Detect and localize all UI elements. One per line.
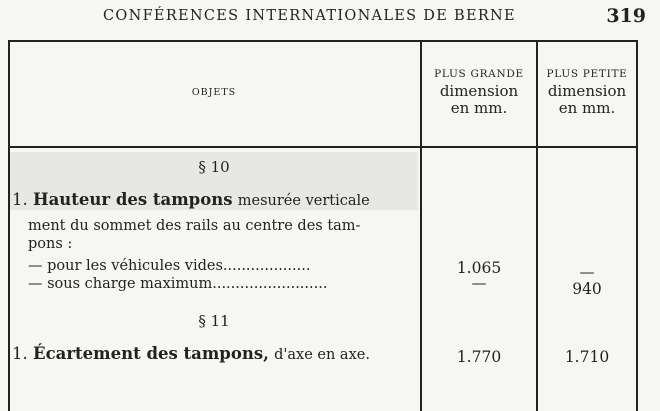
value-min-empty: —	[579, 263, 595, 281]
column-header-min-bot: en mm.	[558, 99, 616, 117]
page-number: 319	[606, 5, 646, 27]
row-label-empty-vehicles: — pour les véhicules vides...................	[28, 258, 311, 274]
table-header-rule	[8, 146, 638, 148]
column-header-max-top: PLUS GRANDE	[434, 68, 524, 80]
item-number: 1.	[12, 344, 28, 363]
value-max-empty: 1.065	[456, 259, 502, 277]
item-title-bold: Écartement des tampons,	[33, 344, 269, 363]
dimensions-table	[8, 40, 638, 411]
item-number: 1.	[12, 190, 28, 209]
item-title-buffer-height	[12, 190, 370, 209]
column-header-min	[538, 66, 636, 117]
running-title: CONFÉRENCES INTERNATIONALES DE BERNE	[103, 8, 516, 24]
value-max-spacing: 1.770	[456, 348, 502, 366]
item-title-buffer-spacing	[12, 344, 370, 363]
value-min-load: 940	[572, 280, 602, 298]
section-heading-10: § 10	[198, 158, 230, 176]
column-header-min-top: PLUS PETITE	[546, 68, 628, 80]
value-max-load: —	[471, 274, 487, 292]
column-header-max-bot: en mm.	[450, 99, 508, 117]
column-header-objects: OBJETS	[191, 87, 237, 98]
table-rule-right	[636, 42, 638, 411]
item-text-line: pons :	[28, 236, 73, 252]
section-heading-11: § 11	[198, 312, 230, 330]
column-header-max	[422, 66, 536, 117]
item-title-rest: d'axe en axe.	[274, 347, 370, 363]
item-title-rest: mesurée verticale	[237, 193, 370, 209]
column-header-max-mid: dimension	[439, 82, 519, 100]
item-text-line: ment du sommet des rails au centre des tam-	[28, 218, 361, 234]
item-title-bold: Hauteur des tampons	[33, 190, 233, 209]
column-header-min-mid: dimension	[547, 82, 627, 100]
row-label-max-load: — sous charge maximum.........................	[28, 276, 328, 292]
page-header	[0, 0, 660, 38]
value-min-spacing: 1.710	[564, 348, 610, 366]
